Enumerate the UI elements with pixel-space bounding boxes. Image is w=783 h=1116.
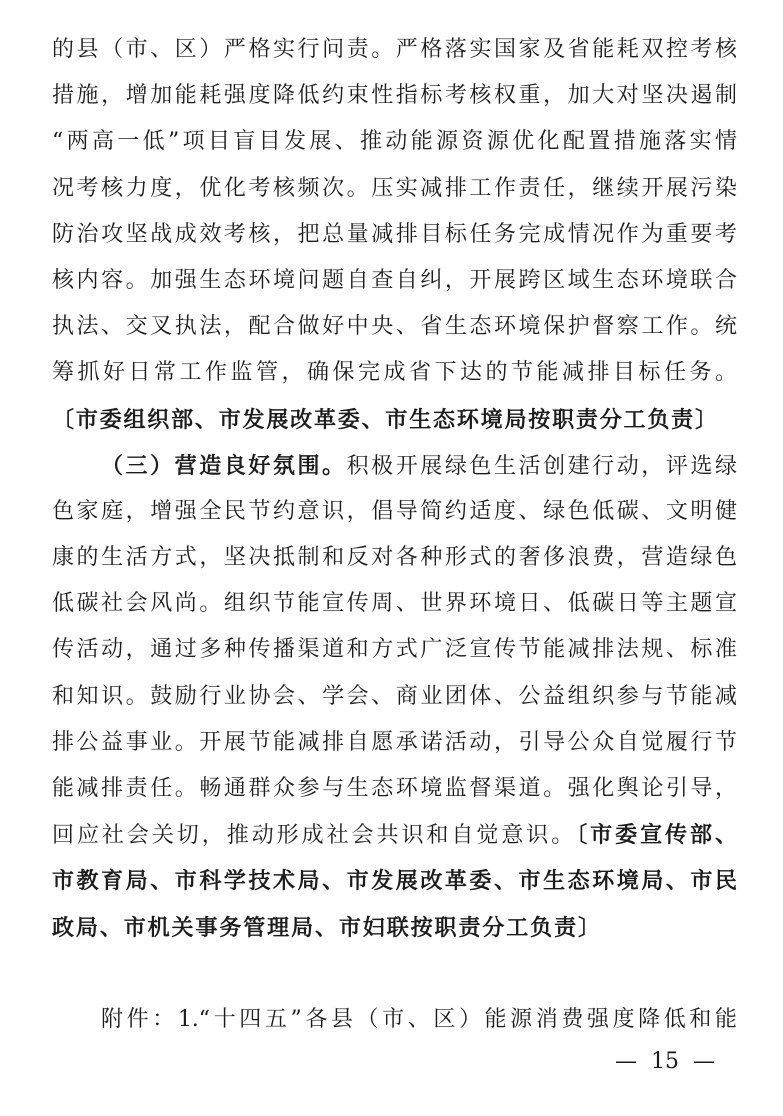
body-text-line: 措施，增加能耗强度降低约束性指标考核权重，加大对坚决遏制 [52,83,737,109]
body-text-line: 筹抓好日常工作监管，确保完成省下达的节能减排目标任务。 [52,360,737,386]
body-text-segment: 积极开展绿色生活创建行动，评选绿 [346,453,737,479]
body-text-line: “两高一低”项目盲目发展、推动能源资源优化配置措施落实情 [52,129,737,155]
section-first-line [52,443,737,489]
body-text-line: 况考核力度，优化考核频次。压实减排工作责任，继续开展污染 [52,175,737,201]
body-text-line: 和知识。鼓励行业协会、学会、商业团体、公益组织参与节能减 [52,683,737,709]
body-text-line [52,812,737,858]
responsibility-note: 〔市委宣传部、 [576,822,737,849]
body-text-line: 低碳社会风尚。组织节能宣传周、世界环境日、低碳日等主题宣 [52,591,737,617]
blank-line [52,951,737,997]
body-text-line: 传活动，通过多种传播渠道和方式广泛宣传节能减排法规、标准 [52,637,737,663]
body-text-line: 防治攻坚战成效考核，把总量减排目标任务完成情况作为重要考 [52,221,737,247]
body-text-line: 核内容。加强生态环境问题自查自纠，开展跨区域生态环境联合 [52,267,737,293]
body-text-line: 执法、交叉执法，配合做好中央、省生态环境保护督察工作。统 [52,314,737,340]
body-text [52,27,737,1043]
body-text-segment: 回应社会关切，推动形成社会共识和自觉意识。 [52,823,577,849]
attachment-line: 附件：1.“十四五”各县（市、区）能源消费强度降低和能 [101,1006,737,1032]
responsibility-note: 市教育局、市科学技术局、市发展改革委、市生态环境局、市民 [52,868,737,895]
page-number: — 15 — [615,1049,715,1074]
responsibility-note: 政局、市机关事务管理局、市妇联按职责分工负责〕 [52,914,600,941]
section-heading: （三）营造良好氛围。 [101,452,347,479]
body-text-line: 排公益事业。开展节能减排自愿承诺活动，引导公众自觉履行节 [52,729,737,755]
body-text-line: 色家庭，增强全民节约意识，倡导简约适度、绿色低碳、文明健 [52,498,737,524]
body-text-line: 康的生活方式，坚决抵制和反对各种形式的奢侈浪费，营造绿色 [52,545,737,571]
body-text-line: 的县（市、区）严格实行问责。严格落实国家及省能耗双控考核 [52,37,737,62]
body-text-line: 能减排责任。畅通群众参与生态环境监督渠道。强化舆论引导， [52,776,737,801]
responsibility-note: 〔市委组织部、市发展改革委、市生态环境局按职责分工负责〕 [52,406,717,433]
